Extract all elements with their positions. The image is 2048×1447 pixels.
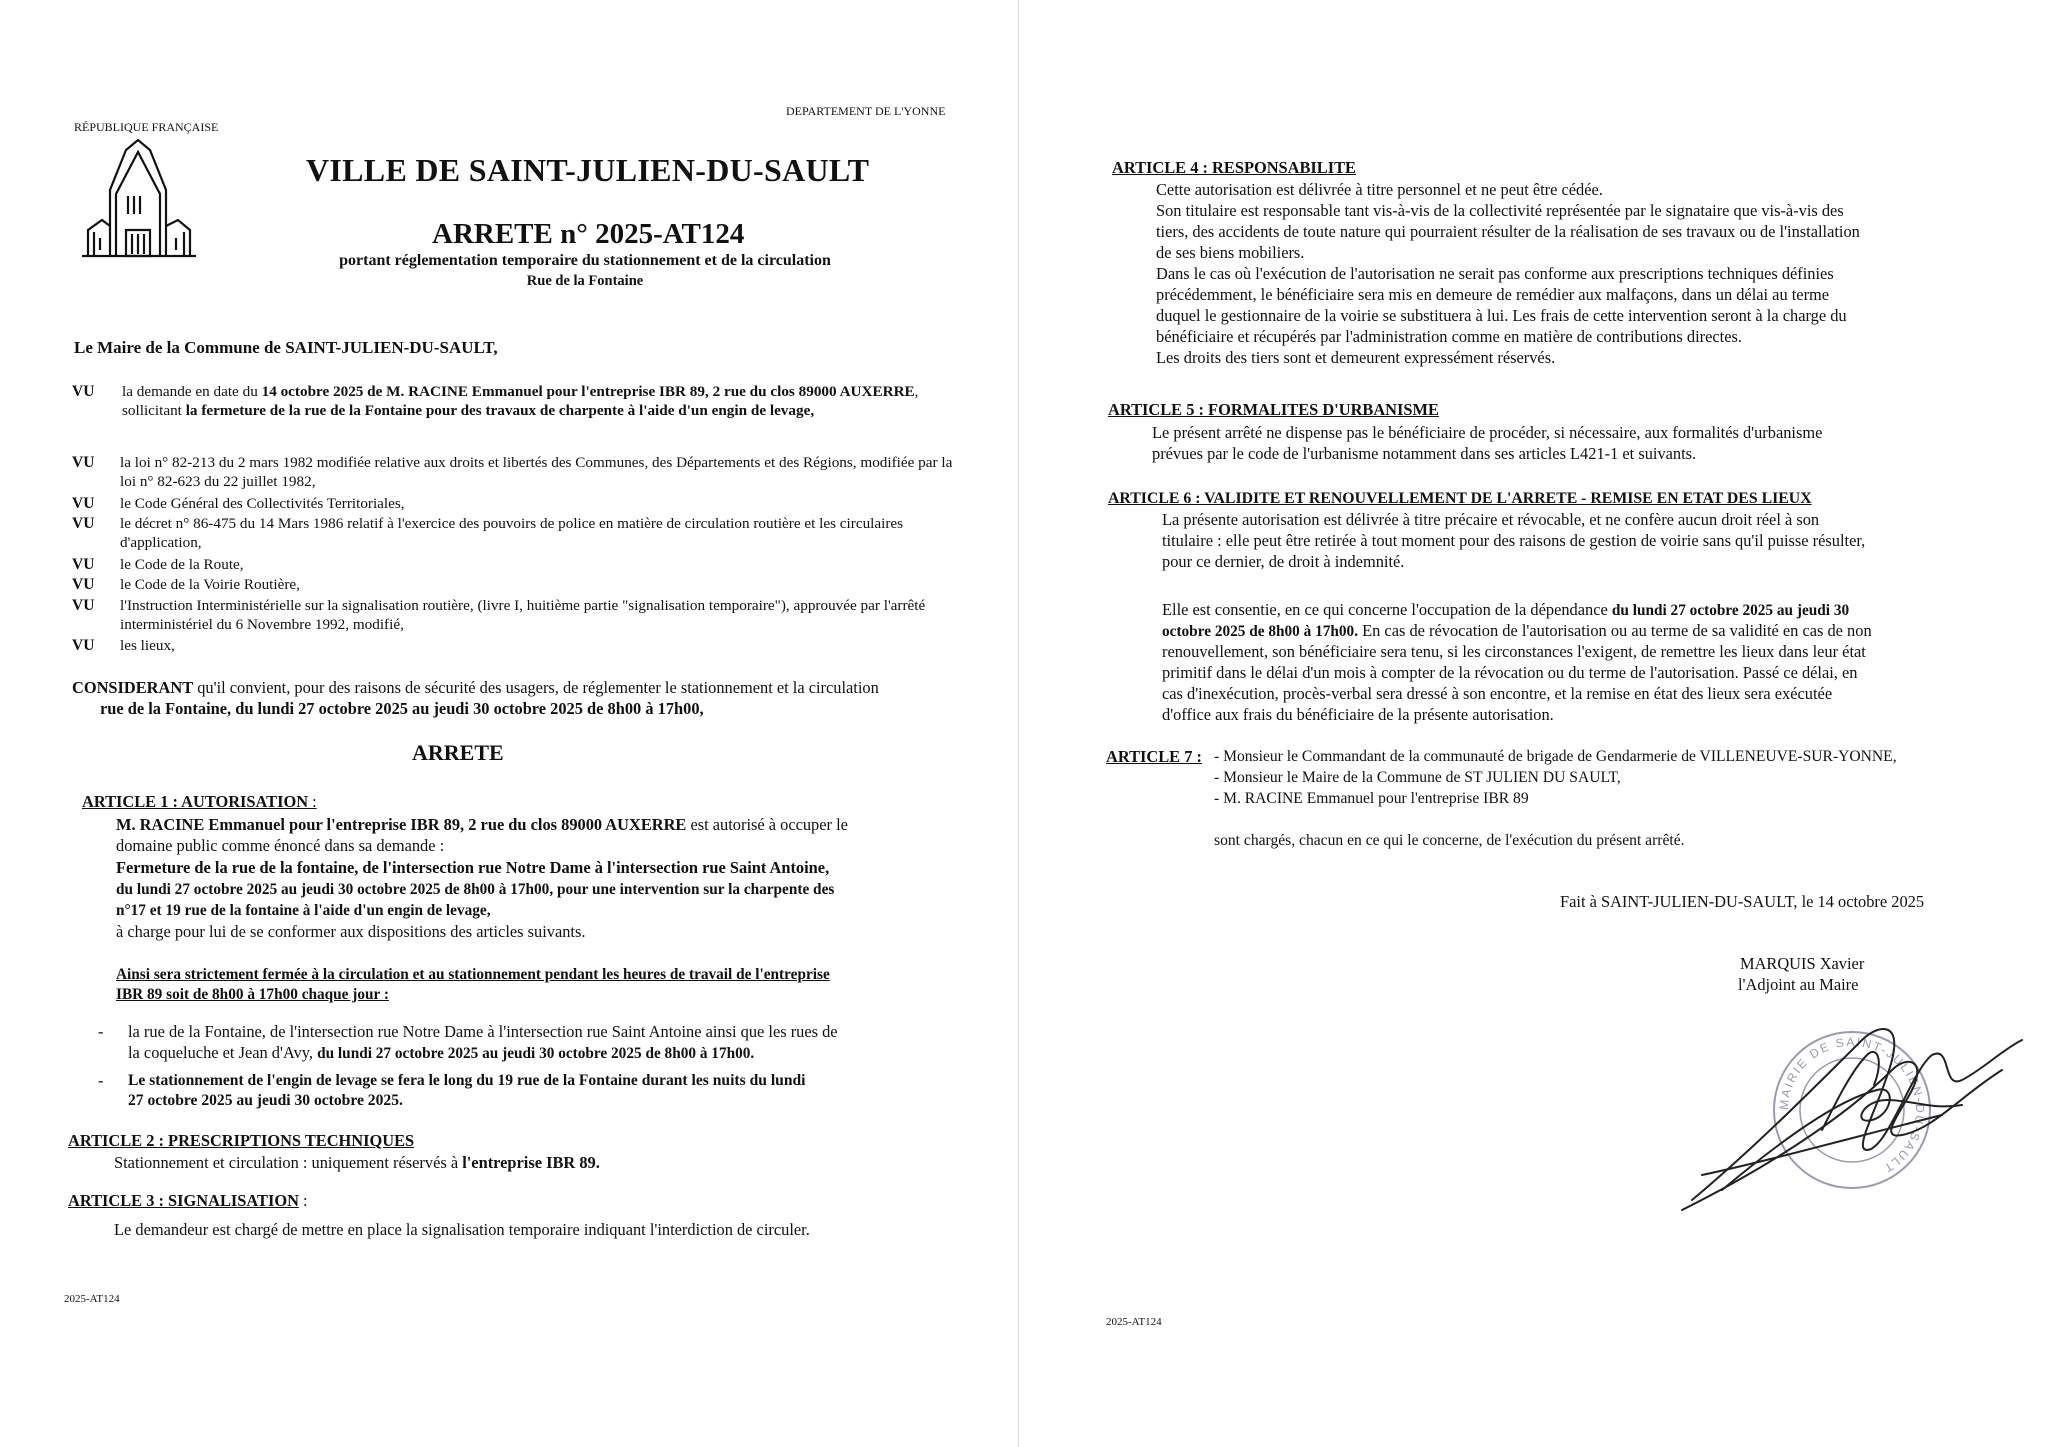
vu6-text: le Code de la Voirie Routière, (120, 576, 300, 593)
art6-p2-text-2: En cas de révocation de l'autorisation ou au terme de sa validité en cas de non (1358, 621, 1872, 640)
art6-p2-line-5: cas d'inexécution, procès-verbal sera dressé à son encontre, et la remise en état des lieux sera exécutée (1162, 684, 1833, 703)
vu4-text: le décret n° 86-475 du 14 Mars 1986 relatif à l'exercice des pouvoirs de police en matière de circulation routière et les circulaires d'application, (120, 515, 904, 551)
signature-stamp-icon (1662, 1000, 2032, 1220)
art4-line-2: Son titulaire est responsable tant vis-à-vis de la collectivité représentée par le signataire que vis-à-vis des (1156, 201, 1844, 220)
art2-text-b: l'entreprise IBR 89. (462, 1153, 600, 1172)
art4-line-9: Les droits des tiers sont et demeurent expressément réservés. (1156, 348, 1556, 367)
page-right (1022, 0, 2048, 1447)
art6-p2-dates: du lundi 27 octobre 2025 au jeudi 30 (1611, 602, 1850, 619)
art1-closed-line-2: IBR 89 soit de 8h00 à 17h00 chaque jour : (116, 986, 389, 1003)
article-4-heading: ARTICLE 4 : RESPONSABILITE (1112, 158, 1356, 177)
art1-line-1 (116, 815, 848, 835)
considerant-text: qu'il convient, pour des raisons de sécurité des usagers, de réglementer le stationnement et la circulation (193, 678, 879, 697)
vu-label: VU (72, 454, 95, 471)
art4-line-3: tiers, des accidents de toute nature qui pourraient résulter de la réalisation de ses travaux ou de l'installation (1156, 222, 1860, 241)
vu-label: VU (72, 515, 95, 532)
art6-p2-text: Elle est consentie, en ce qui concerne l'occupation de la dépendance (1162, 600, 1612, 619)
art4-line-4: de ses biens mobiliers. (1156, 243, 1305, 262)
art1-line-6: à charge pour lui de se conformer aux dispositions des articles suivants. (116, 922, 586, 941)
vu1-bold-2: la fermeture de la rue de la Fontaine pour des travaux de charpente à l'aide d'un engin de levage, (185, 402, 815, 419)
vu7-text: l'Instruction Interministérielle sur la signalisation routière, (livre I, huitième partie "signalisation temporaire"), approuvée par l'arrêté interministériel du 6 Novembre 1992, modifié, (120, 597, 926, 633)
article-5-heading: ARTICLE 5 : FORMALITES D'URBANISME (1108, 400, 1439, 419)
art7-line-2: - Monsieur le Maire de la Commune de ST JULIEN DU SAULT, (1214, 769, 1621, 786)
art1-closed-line-1: Ainsi sera strictement fermée à la circulation et au stationnement pendant les heures de travail de l'entreprise (116, 966, 830, 983)
vu1-text: la demande en date du (122, 383, 262, 400)
art4-line-5: Dans le cas où l'exécution de l'autorisation ne serait pas conforme aux prescriptions techniques définies (1156, 264, 1834, 283)
church-logo-icon (80, 138, 198, 258)
art6-p2-line-4: primitif dans le délai d'un mois à compter de la révocation ou du terme de l'autorisation. Passé ce délai, en (1162, 663, 1858, 682)
art3-text: Le demandeur est chargé de mettre en place la signalisation temporaire indiquant l'interdiction de circuler. (114, 1220, 810, 1239)
vu-label: VU (72, 597, 95, 614)
vu1-text-2: , sollicitant (122, 383, 919, 419)
vu-item (72, 596, 972, 634)
footer-ref: 2025-AT124 (64, 1293, 120, 1305)
art4-line-1: Cette autorisation est délivrée à titre personnel et ne peut être cédée. (1156, 180, 1603, 199)
article-1-heading (82, 792, 317, 812)
art6-line-1: La présente autorisation est délivrée à titre précaire et révocable, et ne confère aucun droit réel à son (1162, 510, 1820, 529)
art6-line-3: pour ce dernier, de droit à indemnité. (1162, 552, 1405, 571)
article-6-heading: ARTICLE 6 : VALIDITE ET RENOUVELLEMENT DE L'ARRETE - REMISE EN ETAT DES LIEUX (1108, 490, 1812, 507)
art4-line-8: bénéficiaire et récupérés par l'administration comme en matière de contributions directes. (1156, 327, 1742, 346)
considerant-line-1 (72, 678, 972, 698)
art7-line-1: - Monsieur le Commandant de la communauté de brigade de Gendarmerie de VILLENEUVE-SUR-YONNE, (1214, 748, 1897, 765)
fait-a: Fait à SAINT-JULIEN-DU-SAULT, le 14 octobre 2025 (1560, 892, 1925, 911)
article-3-colon: : (298, 1191, 308, 1210)
subtitle-line-1: portant réglementation temporaire du stationnement et de la circulation (339, 252, 831, 269)
art5-line-1: Le présent arrêté ne dispense pas le bénéficiaire de procéder, si nécessaire, aux formalités d'urbanisme (1152, 423, 1823, 442)
city-title: VILLE DE SAINT-JULIEN-DU-SAULT (306, 152, 870, 188)
vu-item (72, 575, 972, 594)
vu-label: VU (72, 495, 95, 512)
art1-line-1-rest: est autorisé à occuper le (686, 815, 848, 834)
subtitle-line-2: Rue de la Fontaine (526, 273, 644, 289)
footer-ref: 2025-AT124 (1106, 1316, 1162, 1328)
vu-item (72, 494, 972, 513)
signer-name: MARQUIS Xavier (1740, 954, 1865, 973)
vu-label: VU (72, 383, 95, 400)
departement-label: DEPARTEMENT DE L'YONNE (786, 104, 946, 118)
bullet-1-dates: du lundi 27 octobre 2025 au jeudi 30 octobre 2025 de 8h00 à 17h00. (317, 1045, 755, 1062)
bullet-2-line-2: 27 octobre 2025 au jeudi 30 octobre 2025. (128, 1092, 403, 1109)
stamp-text: MAIRIE DE SAINT-JULIEN-DU-SAULT (1776, 1034, 1928, 1177)
art1-beneficiary: M. RACINE Emmanuel pour l'entreprise IBR 89, 2 rue du clos 89000 AUXERRE (116, 815, 687, 834)
art4-line-7: duquel le gestionnaire de la voirie se substituera à lui. Les frais de cette intervention seront à la charge du (1156, 306, 1847, 325)
vu-item (72, 514, 972, 552)
vu-item (72, 555, 972, 574)
article-7-colon: : (1192, 747, 1202, 766)
bullet-1-streets: la coqueluche et Jean d'Avy, (128, 1043, 318, 1062)
vu2-text: la loi n° 82-213 du 2 mars 1982 modifiée relative aux droits et libertés des Communes, des Départements et des Régions, modifiée par la loi n° 82-623 du 22 juillet 1982, (120, 454, 953, 490)
art6-line-2: titulaire : elle peut être retirée à tout moment pour des raisons de gestion de voirie sans qu'il puisse résulter, (1162, 531, 1866, 550)
art2-text (114, 1153, 600, 1173)
vu3-text: le Code Général des Collectivités Territoriales, (120, 495, 405, 512)
vu-item (72, 382, 972, 420)
article-3-title: ARTICLE 3 : SIGNALISATION (68, 1191, 299, 1210)
art5-line-2: prévues par le code de l'urbanisme notamment dans ses articles L421-1 et suivants. (1152, 444, 1697, 463)
article-1-title: ARTICLE 1 : AUTORISATION (82, 792, 309, 811)
vu-label: VU (72, 576, 95, 593)
bullet-dash: - (98, 1071, 104, 1090)
republique-label: RÉPUBLIQUE FRANÇAISE (74, 120, 219, 134)
considerant-bold: rue de la Fontaine, du lundi 27 octobre 2025 au jeudi 30 octobre 2025 de 8h00 à 17h00, (100, 699, 704, 718)
art6-p2-line-6: d'office aux frais du bénéficiaire de la présente autorisation. (1162, 705, 1554, 724)
considerant-label: CONSIDERANT (72, 678, 194, 697)
signer-title: l'Adjoint au Maire (1738, 975, 1859, 994)
bullet-dash: - (98, 1022, 104, 1041)
art6-p2-line-1 (1162, 600, 1849, 621)
maire-intro: Le Maire de la Commune de SAINT-JULIEN-DU-SAULT, (74, 338, 498, 357)
arrete-number: ARRETE n° 2025-AT124 (432, 218, 745, 250)
article-1-colon: : (308, 792, 317, 811)
bullet-2-line-1: Le stationnement de l'engin de levage se fera le long du 19 rue de la Fontaine durant les nuits du lundi (128, 1072, 806, 1089)
vu-item (72, 453, 972, 491)
vu-item (72, 636, 972, 655)
vu-label: VU (72, 637, 95, 654)
vu8-text: les lieux, (120, 637, 175, 654)
vu-label: VU (72, 556, 95, 573)
vu5-text: le Code de la Route, (120, 556, 244, 573)
art2-text-a: Stationnement et circulation : uniquement réservés à (114, 1153, 463, 1172)
vu1-bold: 14 octobre 2025 de M. RACINE Emmanuel pour l'entreprise IBR 89, 2 rue du clos 89000 AUXERRE (261, 383, 915, 400)
arrete-heading: ARRETE (412, 740, 504, 765)
article-7-title: ARTICLE 7 (1106, 747, 1193, 766)
bullet-1-line-2 (128, 1043, 754, 1064)
art6-p2-dates-2: octobre 2025 de 8h00 à 17h00. (1162, 623, 1359, 640)
art6-p2-line-3: renouvellement, son bénéficiaire sera tenu, si les circonstances l'exigent, de remettre les lieux dans leur état (1162, 642, 1866, 661)
page-left (0, 0, 1019, 1447)
article-2-heading: ARTICLE 2 : PRESCRIPTIONS TECHNIQUES (68, 1131, 415, 1150)
art1-line-2: domaine public comme énoncé dans sa demande : (116, 836, 445, 855)
bullet-1-line-1: la rue de la Fontaine, de l'intersection rue Notre Dame à l'intersection rue Saint Antoine ainsi que les rues de (128, 1022, 838, 1041)
art1-line-3: Fermeture de la rue de la fontaine, de l'intersection rue Notre Dame à l'intersection rue Saint Antoine, (116, 858, 830, 877)
art7-line-4: sont chargés, chacun en ce qui le concerne, de l'exécution du présent arrêté. (1214, 832, 1685, 849)
article-7-heading (1106, 747, 1202, 767)
art7-line-3: - M. RACINE Emmanuel pour l'entreprise IBR 89 (1214, 790, 1529, 807)
art4-line-6: précédemment, le bénéficiaire sera mis en demeure de remédier aux malfaçons, dans un délai au terme (1156, 285, 1830, 304)
article-3-heading (68, 1191, 308, 1211)
art6-p2-line-2 (1162, 621, 1872, 642)
art1-line-4: du lundi 27 octobre 2025 au jeudi 30 octobre 2025 de 8h00 à 17h00, pour une intervention sur la charpente des (116, 881, 835, 898)
art1-line-5: n°17 et 19 rue de la fontaine à l'aide d'un engin de levage, (116, 902, 491, 919)
